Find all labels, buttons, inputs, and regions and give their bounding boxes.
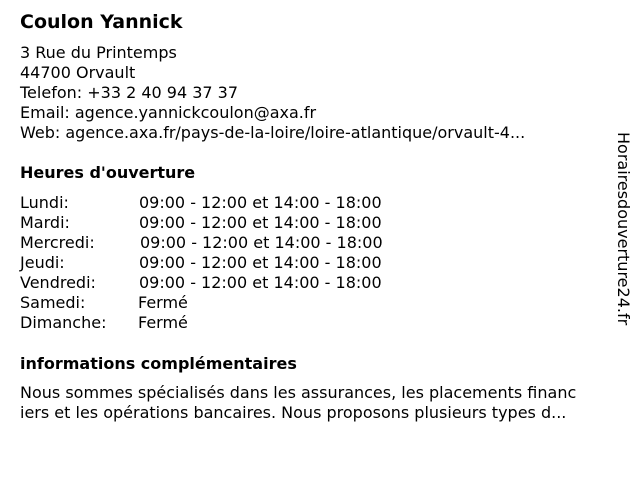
time-value: 09:00 - 12:00 et 14:00 - 18:00 (139, 193, 382, 212)
hours-row-thursday (20, 253, 440, 273)
address-street: 3 Rue du Printemps (20, 43, 177, 62)
time-value: 09:00 - 12:00 et 14:00 - 18:00 (139, 273, 382, 292)
additional-info-heading: informations complémentaires (20, 354, 297, 373)
business-name: Coulon Yannick (20, 11, 183, 33)
address-city: 44700 Orvault (20, 63, 136, 82)
email-line: Email: agence.yannickcoulon@axa.fr (20, 103, 317, 122)
web-line: Web: agence.axa.fr/pays-de-la-loire/loire-atlantique/orvault-4... (20, 123, 526, 142)
day-label: Jeudi: (20, 253, 65, 272)
time-value: 09:00 - 12:00 et 14:00 - 18:00 (139, 213, 382, 232)
info-line-1: Nous sommes spécialisés dans les assurances, les placements financ (20, 383, 577, 402)
time-value: 09:00 - 12:00 et 14:00 - 18:00 (139, 253, 382, 272)
hours-row-friday (20, 273, 440, 293)
hours-row-sunday (20, 313, 440, 333)
hours-row-monday (20, 193, 440, 213)
hours-row-wednesday (20, 233, 440, 253)
time-value: Fermé (138, 313, 188, 332)
additional-info-text (20, 383, 620, 423)
info-line-2: iers et les opérations bancaires. Nous proposons plusieurs types d... (20, 403, 567, 422)
phone-line: Telefon: +33 2 40 94 37 37 (20, 83, 239, 102)
opening-hours-heading: Heures d'ouverture (20, 163, 196, 182)
day-label: Mardi: (20, 213, 70, 232)
time-value: Fermé (138, 293, 188, 312)
hours-row-saturday (20, 293, 440, 313)
time-value: 09:00 - 12:00 et 14:00 - 18:00 (140, 233, 383, 252)
day-label: Mercredi: (20, 233, 95, 252)
day-label: Dimanche: (20, 313, 107, 332)
contact-block (20, 43, 525, 143)
day-label: Samedi: (20, 293, 86, 312)
hours-row-tuesday (20, 213, 440, 233)
opening-hours-table (20, 193, 440, 333)
day-label: Lundi: (20, 193, 69, 212)
day-label: Vendredi: (20, 273, 96, 292)
site-watermark: Horairesdouverture24.fr (614, 132, 633, 326)
